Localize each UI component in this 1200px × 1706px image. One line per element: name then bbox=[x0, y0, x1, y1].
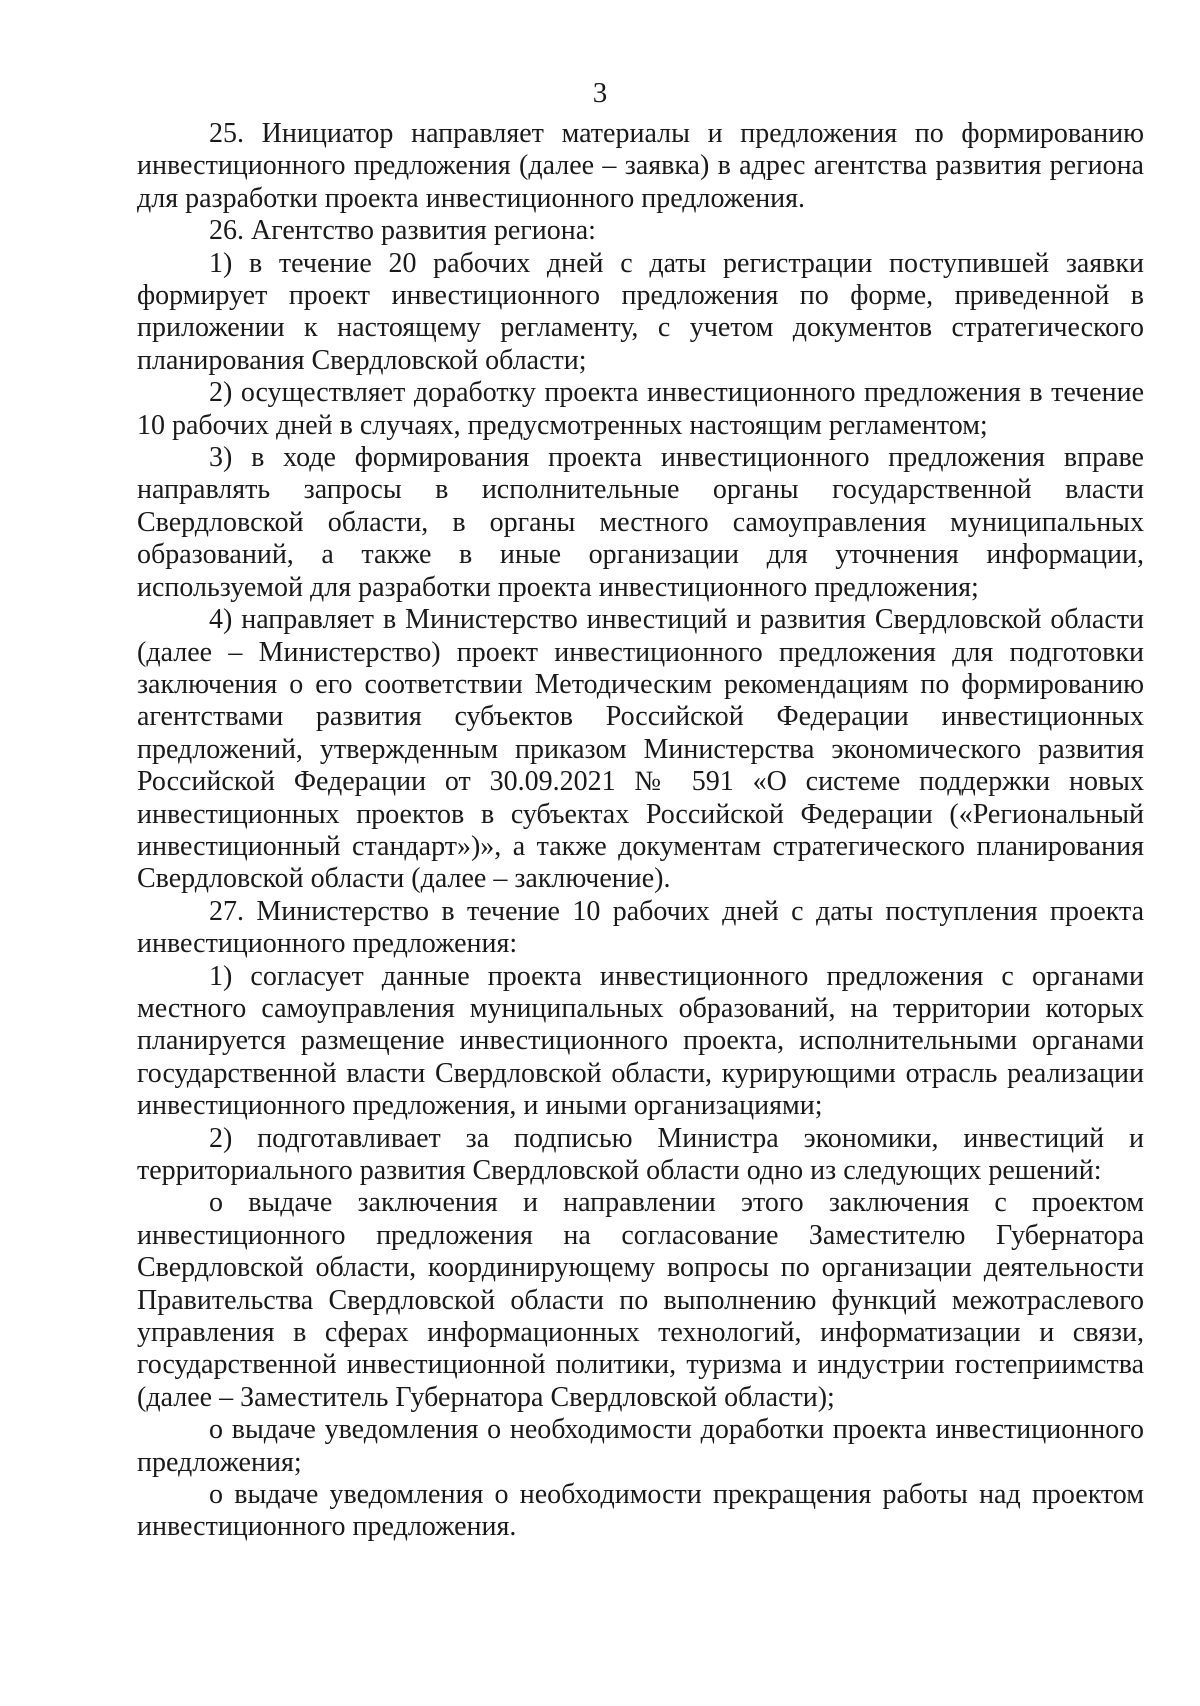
paragraph-26-item-3: 3) в ходе формирования проекта инвестиционного предложения вправе направлять запросы в исполнительные органы государственной власти Свердловской области, в органы местного самоуправления муниципальных образований, а также в иные организации для уточнения информации, используемой для разработки проекта инвестиционного предложения; bbox=[137, 442, 1144, 603]
paragraph-26-heading: 26. Агентство развития региона: bbox=[209, 215, 596, 247]
paragraph-26-item-1: 1) в течение 20 рабочих дней с даты регистрации поступившей заявки формирует проект инвестиционного предложения по форме, приведенной в приложении к настоящему регламенту, с учетом документов стратегического планирования Свердловской области; bbox=[137, 247, 1144, 376]
paragraph-26-item-2: 2) осуществляет доработку проекта инвестиционного предложения в течение 10 рабочих дней в случаях, предусмотренных настоящим регламентом; bbox=[137, 377, 1144, 441]
decision-option-termination: о выдаче уведомления о необходимости прекращения работы над проектом инвестиционного предложения. bbox=[137, 1479, 1144, 1543]
decision-option-revision: о выдаче уведомления о необходимости доработки проекта инвестиционного предложения; bbox=[137, 1414, 1144, 1478]
paragraph-27-item-1: 1) согласует данные проекта инвестиционного предложения с органами местного самоуправления муниципальных образований, на территории которых планируется размещение инвестиционного проекта, исполнительными органами государственной власти Свердловской области, курирующими отрасль реализации инвестиционного предложения, и иными организациями; bbox=[137, 960, 1144, 1122]
document-body bbox=[137, 118, 1144, 1544]
page-number: 3 bbox=[592, 77, 608, 109]
paragraph-27-item-2: 2) подготавливает за подписью Министра экономики, инвестиций и территориального развития Свердловской области одно из следующих решений: bbox=[137, 1122, 1144, 1186]
paragraph-25: 25. Инициатор направляет материалы и предложения по формированию инвестиционного предложения (далее – заявка) в адрес агентства развития региона для разработки проекта инвестиционного предложения. bbox=[137, 118, 1144, 214]
decision-option-conclusion: о выдаче заключения и направлении этого заключения с проектом инвестиционного предложения на согласование Заместителю Губернатора Свердловской области, координирующему вопросы по организации деятельности Правительства Свердловской области по выполнению функций межотраслевого управления в сферах информационных технологий, информатизации и связи, государственной инвестиционной политики, туризма и индустрии гостеприимства (далее – Заместитель Губернатора Свердловской области); bbox=[137, 1187, 1144, 1413]
paragraph-27-heading: 27. Министерство в течение 10 рабочих дней с даты поступления проекта инвестиционного предложения: bbox=[137, 895, 1144, 960]
paragraph-26-item-4: 4) направляет в Министерство инвестиций и развития Свердловской области (далее – Министерство) проект инвестиционного предложения для подготовки заключения о его соответствии Методическим рекомендациям по формированию агентствами развития субъектов Российской Федерации инвестиционных предложений, утвержденным приказом Министерства экономического развития Российской Федерации от 30.09.2021 № 591 «О системе поддержки новых инвестиционных проектов в субъектах Российской Федерации («Региональный инвестиционный стандарт»)», а также документам стратегического планирования Свердловской области (далее – заключение). bbox=[137, 604, 1144, 895]
